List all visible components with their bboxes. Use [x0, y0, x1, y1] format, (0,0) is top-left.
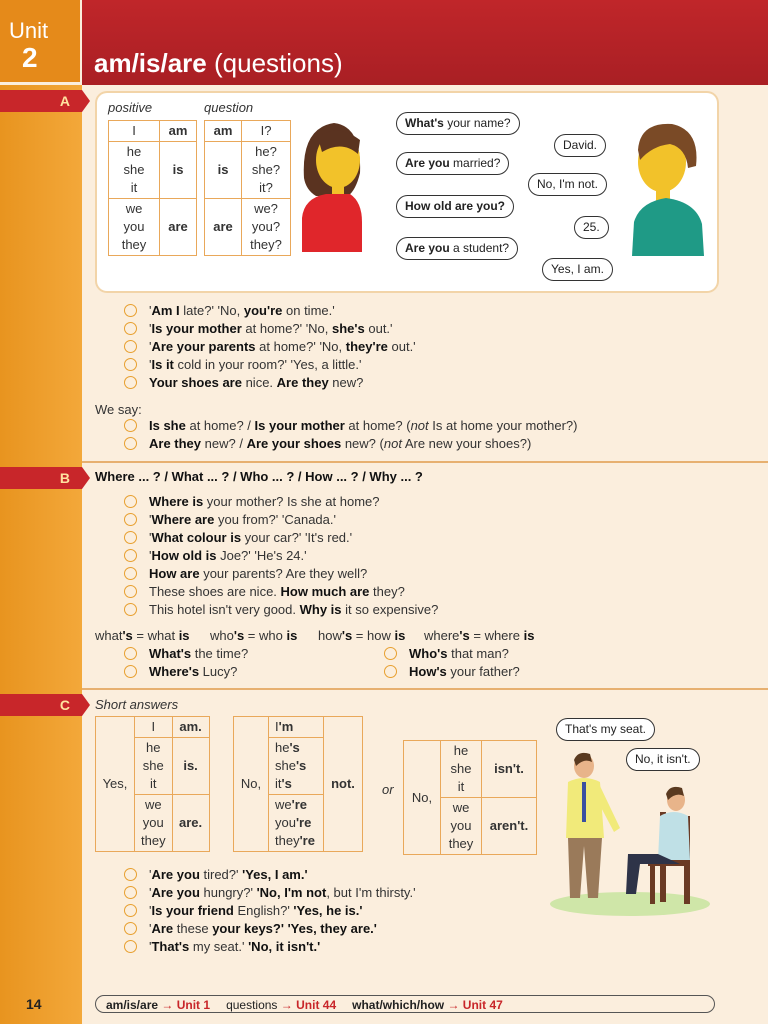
text-run: new? — [328, 375, 364, 390]
text-run: ' — [149, 530, 152, 545]
text-run: ' — [149, 867, 152, 882]
section-tab-a: A — [0, 90, 82, 112]
example-checkbox[interactable] — [124, 340, 137, 353]
text-run: at home?' 'No, — [241, 321, 333, 336]
text-run: not — [410, 418, 429, 433]
text-run: ' — [149, 939, 152, 954]
grammar-grid — [108, 120, 197, 256]
text-run: , but I'm thirsty.' — [326, 885, 416, 900]
text-run: = how — [352, 628, 395, 643]
example-line — [124, 493, 380, 511]
divider-b-c — [82, 688, 768, 690]
cross-reference-bar — [95, 995, 715, 1013]
grid-cell: he she it — [135, 738, 173, 795]
arrow-right-icon: → — [444, 998, 463, 1012]
grid-cell: I'm — [269, 717, 324, 738]
example-line — [124, 338, 416, 356]
text-run: These shoes are nice. — [149, 584, 281, 599]
text-run: Are your shoes — [246, 436, 342, 451]
text-run: how — [318, 628, 342, 643]
cross-reference[interactable]: questions → Unit 44 — [226, 998, 337, 1012]
text-run: they're — [345, 339, 388, 354]
seat-bubble-2: No, it isn't. — [626, 748, 700, 771]
contraction-rule — [318, 627, 405, 645]
grid-cell: he she it — [109, 142, 160, 199]
text-run: What colour is — [151, 530, 242, 545]
text-run: = where — [469, 628, 524, 643]
text-run: ' — [149, 512, 152, 527]
woman-bubble-2: Are you married? — [396, 152, 509, 175]
grid-cell: is — [205, 142, 242, 199]
no-short-table — [403, 740, 537, 855]
example-line — [124, 529, 352, 547]
text-run: late?' 'No, — [179, 303, 244, 318]
text-run: hungry?' — [199, 885, 257, 900]
text-run: tired?' — [199, 867, 243, 882]
text-run: Is your mother — [254, 418, 345, 433]
example-checkbox[interactable] — [124, 647, 137, 660]
grammar-grid — [204, 120, 291, 256]
example-checkbox[interactable] — [124, 585, 137, 598]
we-say-label: We say: — [95, 402, 142, 417]
question-label: question — [204, 100, 254, 115]
text-run: on time.' — [282, 303, 335, 318]
text-run: Where are — [151, 512, 215, 527]
text-run: Your shoes are — [149, 375, 242, 390]
text-run: ' — [149, 321, 152, 336]
unit-number: 2 — [22, 42, 38, 73]
arrow-right-icon: → — [158, 998, 177, 1012]
grid-cell: am. — [172, 717, 209, 738]
text-run: ' — [149, 921, 152, 936]
we-say-line — [124, 417, 578, 435]
grid-cell: is. — [172, 738, 209, 795]
text-run: out.' — [387, 339, 416, 354]
text-run: where — [424, 628, 460, 643]
text-run: Is at home your mother?) — [428, 418, 578, 433]
text-run: not — [383, 436, 402, 451]
grid-cell: Yes, — [96, 717, 135, 852]
page-number: 14 — [26, 996, 42, 1012]
grid-cell: he she it — [441, 741, 482, 798]
text-run: 'Yes, they are.' — [287, 921, 377, 936]
contraction-example — [384, 645, 509, 663]
example-checkbox[interactable] — [124, 531, 137, 544]
grid-cell: we're you're they're — [269, 795, 324, 852]
text-run: 'No, I'm not — [256, 885, 327, 900]
short-answers-label: Short answers — [95, 697, 179, 712]
text-run: 'No, it isn't.' — [248, 939, 321, 954]
unit-label: Unit — [9, 18, 49, 43]
text-run: Is it — [151, 357, 174, 372]
grid-cell: we? you? they? — [242, 199, 291, 256]
yes-table — [95, 716, 210, 852]
man-illustration — [626, 120, 708, 256]
example-line — [124, 565, 367, 583]
text-run: 's — [459, 628, 470, 643]
grid-cell: we you they — [135, 795, 173, 852]
text-run: you're — [243, 303, 283, 318]
text-run: ' — [149, 548, 152, 563]
woman-bubble-1: What's your name? — [396, 112, 520, 135]
text-run: the time? — [191, 646, 249, 661]
text-run: 's — [233, 628, 245, 643]
example-line — [124, 920, 377, 938]
woman-bubble-3: How old are you? — [396, 195, 514, 218]
example-checkbox[interactable] — [124, 886, 137, 899]
example-line — [124, 884, 416, 902]
text-run: they? — [369, 584, 405, 599]
text-run: ' — [149, 303, 152, 318]
text-run: That's — [151, 939, 190, 954]
text-run: at home? / — [185, 418, 255, 433]
text-run: Where's — [149, 664, 200, 679]
text-run: cold in your room?' 'Yes, a little.' — [173, 357, 362, 372]
text-run: How are — [149, 566, 200, 581]
grid-cell: aren't. — [482, 798, 537, 855]
text-run: Are you — [151, 867, 200, 882]
text-run: How much are — [280, 584, 370, 599]
grid-cell: No, — [234, 717, 269, 852]
example-checkbox[interactable] — [124, 567, 137, 580]
text-run: is — [394, 628, 406, 643]
text-run: 's — [341, 628, 353, 643]
woman-bubble-4: Are you a student? — [396, 237, 518, 260]
grid-cell: we you they — [109, 199, 160, 256]
example-line — [124, 320, 393, 338]
text-run: This hotel isn't very good. — [149, 602, 300, 617]
text-run: Are they — [276, 375, 329, 390]
text-run: 'Yes, I am.' — [242, 867, 308, 882]
seat-bubble-1: That's my seat. — [556, 718, 655, 741]
text-run: How's — [409, 664, 447, 679]
example-line — [124, 583, 405, 601]
grid-cell: am — [160, 121, 197, 142]
text-run: ' — [149, 357, 152, 372]
text-run: Is she — [149, 418, 186, 433]
example-line — [124, 547, 307, 565]
we-say-line — [124, 435, 531, 453]
contraction-example — [384, 663, 520, 681]
cross-reference[interactable]: what/which/how → Unit 47 — [352, 998, 503, 1012]
contraction-rule — [424, 627, 534, 645]
text-run: your mother? Is she at home? — [203, 494, 380, 509]
text-run: = who — [244, 628, 287, 643]
grid-cell: are. — [172, 795, 209, 852]
text-run: Are they — [149, 436, 202, 451]
grid-cell: I — [109, 121, 160, 142]
example-line — [124, 866, 308, 884]
text-run: new? ( — [341, 436, 384, 451]
unit-badge — [0, 0, 80, 82]
example-checkbox[interactable] — [124, 922, 137, 935]
text-run: How old is — [151, 548, 217, 563]
example-line — [124, 511, 336, 529]
text-run: Are you — [151, 885, 200, 900]
grammar-grid — [403, 740, 537, 855]
grid-cell: he's she's it's — [269, 738, 324, 795]
text-run: your car?' 'It's red.' — [241, 530, 353, 545]
text-run: your keys?' — [212, 921, 284, 936]
grammar-grid — [233, 716, 363, 852]
example-checkbox[interactable] — [124, 322, 137, 335]
example-checkbox[interactable] — [124, 940, 137, 953]
grid-cell: I — [135, 717, 173, 738]
contraction-rule — [210, 627, 297, 645]
grid-cell: not. — [324, 717, 363, 852]
example-line — [124, 902, 362, 920]
grid-cell: am — [205, 121, 242, 142]
question-table — [204, 120, 291, 256]
example-line — [124, 601, 438, 619]
text-run: Are — [151, 921, 174, 936]
divider-a-b — [82, 461, 768, 463]
text-run: 'Yes, he is.' — [293, 903, 363, 918]
text-run: new? / — [201, 436, 247, 451]
man-bubble-4: Yes, I am. — [542, 258, 613, 281]
text-run: your parents? Are they well? — [199, 566, 368, 581]
text-run: it so expensive? — [341, 602, 439, 617]
text-run: Am I — [151, 303, 180, 318]
positive-table — [108, 120, 197, 256]
example-checkbox[interactable] — [124, 376, 137, 389]
text-run: Joe?' 'He's 24.' — [216, 548, 307, 563]
text-run: you from?' 'Canada.' — [214, 512, 336, 527]
text-run: is — [286, 628, 298, 643]
text-run: at home? ( — [344, 418, 411, 433]
section-tab-b: B — [0, 467, 82, 489]
grid-cell: No, — [404, 741, 441, 855]
text-run: Why is — [299, 602, 342, 617]
text-run: English?' — [233, 903, 294, 918]
man-bubble-3: 25. — [574, 216, 609, 239]
grid-cell: are — [205, 199, 242, 256]
positive-label: positive — [108, 100, 153, 115]
text-run: she's — [332, 321, 365, 336]
text-run: Lucy? — [199, 664, 238, 679]
example-checkbox[interactable] — [124, 419, 137, 432]
no-table — [233, 716, 363, 852]
example-checkbox[interactable] — [124, 665, 137, 678]
text-run: ' — [149, 903, 152, 918]
text-run: Who's — [409, 646, 448, 661]
example-checkbox[interactable] — [384, 647, 397, 660]
grammar-grid — [95, 716, 210, 852]
example-checkbox[interactable] — [124, 904, 137, 917]
grid-cell: we you they — [441, 798, 482, 855]
arrow-right-icon: → — [277, 998, 297, 1012]
woman-illustration — [296, 118, 366, 252]
example-checkbox[interactable] — [124, 868, 137, 881]
text-run: = what — [132, 628, 179, 643]
example-line — [124, 938, 320, 956]
text-run: 's — [122, 628, 133, 643]
grid-cell: I? — [242, 121, 291, 142]
example-checkbox[interactable] — [124, 437, 137, 450]
text-run: Where is — [149, 494, 204, 509]
contraction-rule — [95, 627, 190, 645]
or-word: or — [382, 782, 394, 797]
text-run: Are new your shoes?) — [401, 436, 532, 451]
text-run: your father? — [446, 664, 520, 679]
example-checkbox[interactable] — [124, 304, 137, 317]
text-run: at home?' 'No, — [255, 339, 346, 354]
man-bubble-2: No, I'm not. — [528, 173, 607, 196]
section-tab-c: C — [0, 694, 82, 716]
grid-cell: are — [160, 199, 197, 256]
grid-cell: he? she? it? — [242, 142, 291, 199]
grid-cell: isn't. — [482, 741, 537, 798]
text-run: ' — [149, 339, 152, 354]
example-checkbox[interactable] — [124, 549, 137, 562]
man-bubble-1: David. — [554, 134, 606, 157]
sidebar-strip — [0, 85, 82, 1024]
text-run: is — [523, 628, 535, 643]
example-line — [124, 302, 335, 320]
text-run: What's — [149, 646, 192, 661]
grid-cell: is — [160, 142, 197, 199]
text-run: Is your mother — [151, 321, 242, 336]
text-run: out.' — [364, 321, 393, 336]
text-run: what — [95, 628, 123, 643]
example-checkbox[interactable] — [124, 603, 137, 616]
contraction-example — [124, 663, 237, 681]
cross-reference[interactable]: am/is/are → Unit 1 — [106, 998, 211, 1012]
example-checkbox[interactable] — [124, 495, 137, 508]
example-line — [124, 356, 362, 374]
text-run: that man? — [447, 646, 509, 661]
text-run: these — [173, 921, 213, 936]
text-run: my seat.' — [189, 939, 249, 954]
example-checkbox[interactable] — [384, 665, 397, 678]
text-run: who — [210, 628, 234, 643]
text-run: Are your parents — [151, 339, 256, 354]
page-title: am/is/are (questions) — [94, 48, 343, 78]
text-run: Is your friend — [151, 903, 234, 918]
example-line — [124, 374, 363, 392]
contraction-example — [124, 645, 248, 663]
text-run: is — [178, 628, 190, 643]
text-run: ' — [149, 885, 152, 900]
example-checkbox[interactable] — [124, 513, 137, 526]
text-run: nice. — [241, 375, 277, 390]
section-b-heading: Where ... ? / What ... ? / Who ... ? / How ... ? / Why ... ? — [95, 469, 423, 484]
example-checkbox[interactable] — [124, 358, 137, 371]
